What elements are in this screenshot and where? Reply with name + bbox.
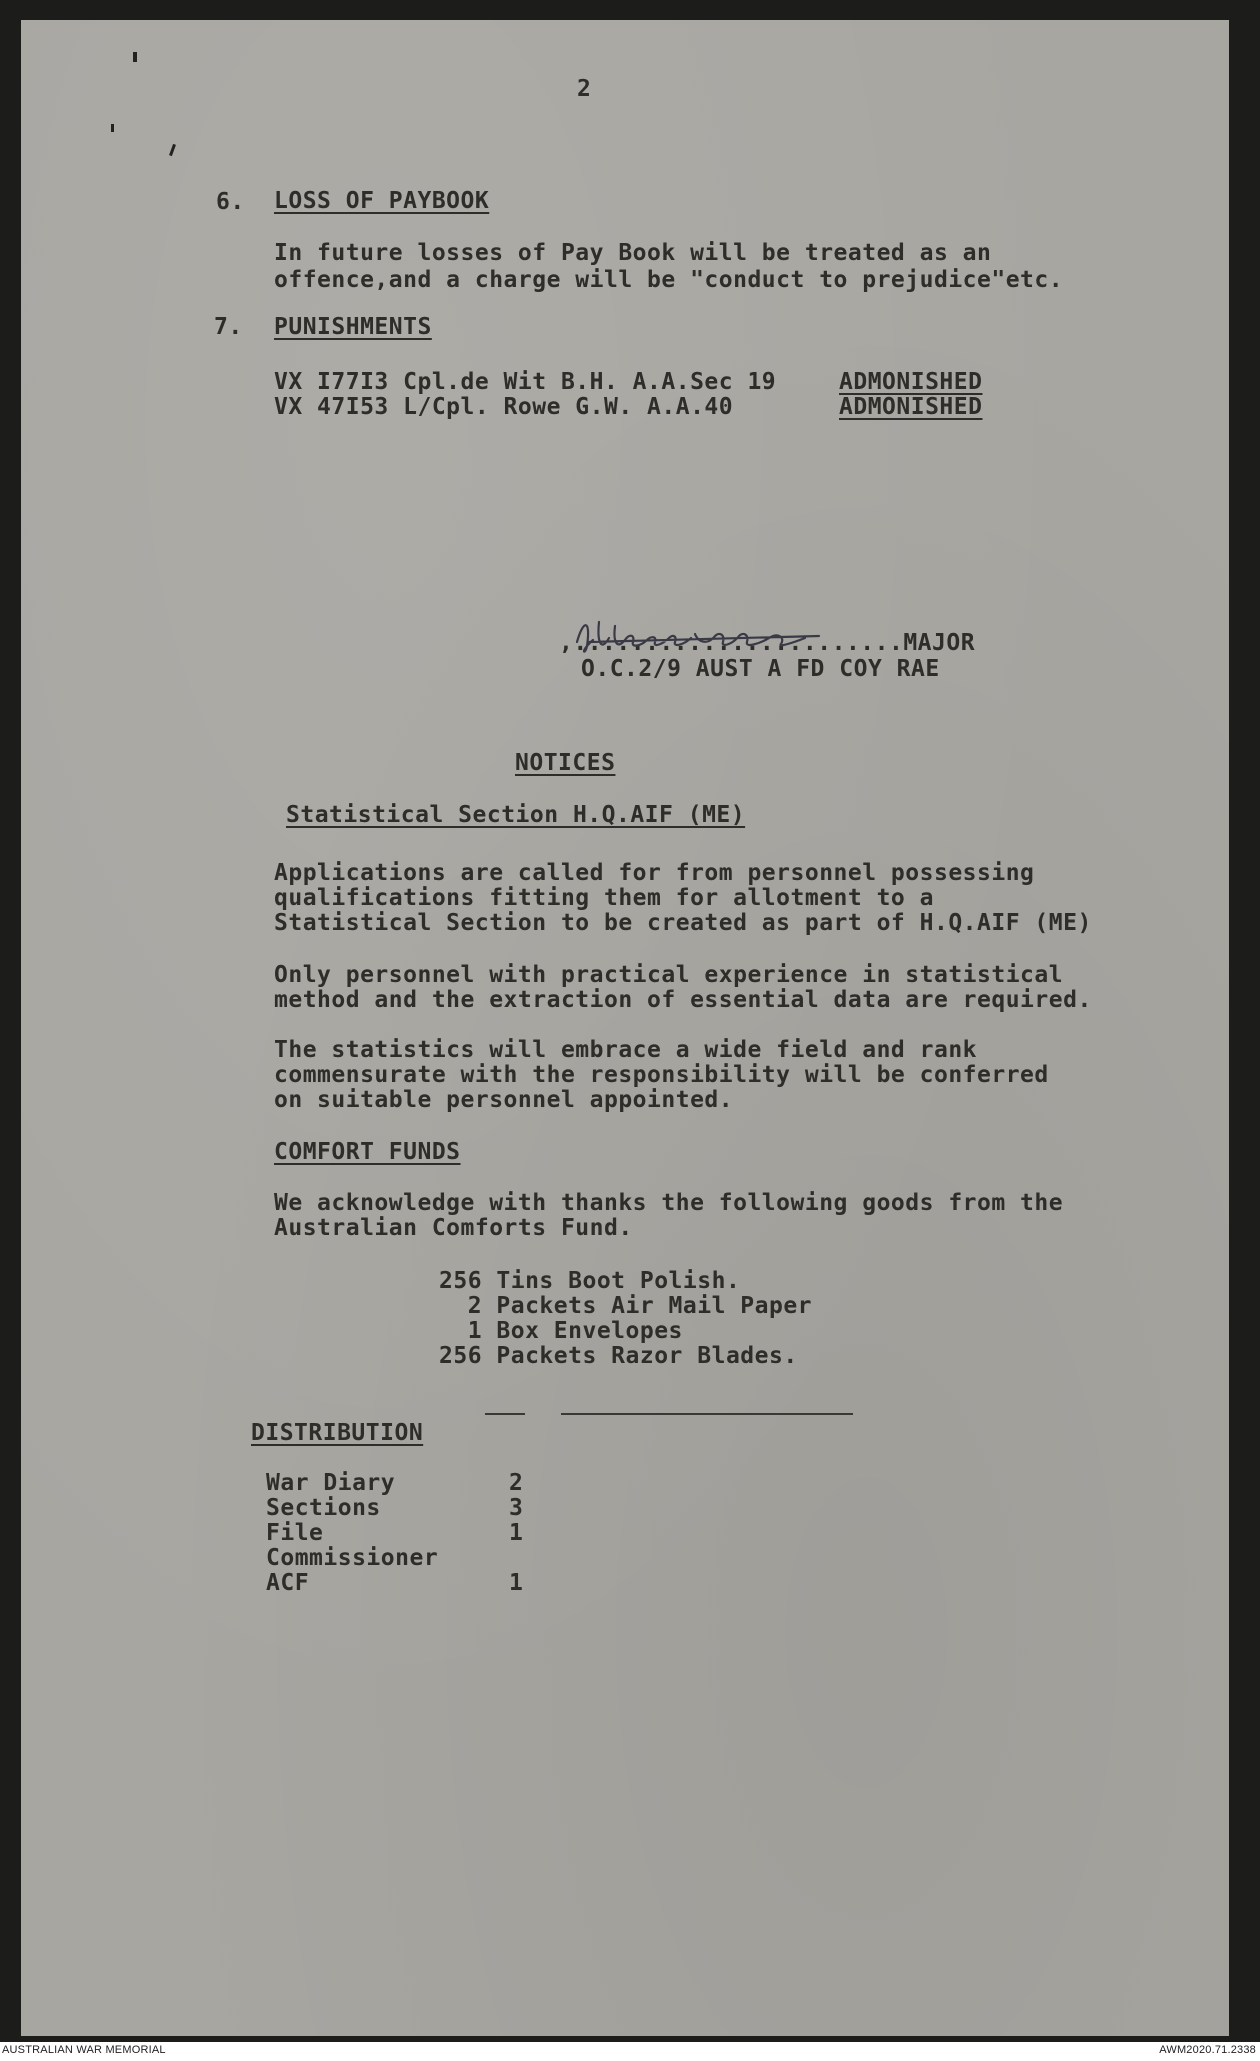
section-6-heading: LOSS OF PAYBOOK (274, 188, 490, 214)
notice-paragraph-line: Applications are called for from personnel possessing (274, 860, 1035, 886)
distribution-heading: DISTRIBUTION (251, 1420, 424, 1446)
comfort-funds-line: Australian Comforts Fund. (274, 1215, 633, 1241)
signature-line: ,.......................MAJOR (559, 630, 976, 656)
section-7-number: 7. (214, 314, 243, 340)
notice-paragraph-line: Statistical Section to be created as part of H.Q.AIF (ME) (274, 910, 1092, 936)
notices-subheading: Statistical Section H.Q.AIF (ME) (286, 802, 746, 828)
edge-mark (169, 144, 176, 156)
comfort-item: 1 Box Envelopes (439, 1318, 683, 1344)
notice-paragraph-line: on suitable personnel appointed. (274, 1087, 734, 1113)
distribution-name: ACF (266, 1570, 310, 1596)
distribution-name: War Diary (266, 1470, 396, 1496)
distribution-name: Sections (266, 1495, 381, 1521)
distribution-name: File (266, 1520, 324, 1546)
notices-heading: NOTICES (515, 750, 616, 776)
section-6-number: 6. (216, 189, 245, 215)
notice-paragraph-line: method and the extraction of essential data are required. (274, 987, 1092, 1013)
punishment-entry: VX 47I53 L/Cpl. Rowe G.W. A.A.40 (274, 394, 734, 420)
comfort-funds-line: We acknowledge with thanks the following goods from the (274, 1190, 1064, 1216)
punishment-entry: VX I77I3 Cpl.de Wit B.H. A.A.Sec 19 (274, 369, 777, 395)
footer-accession-number: AWM2020.71.2338 (1159, 2044, 1256, 2056)
comfort-funds-heading: COMFORT FUNDS (274, 1139, 461, 1165)
punishment-result: ADMONISHED (839, 369, 983, 395)
document-page (21, 20, 1229, 2036)
distribution-name: Commissioner (266, 1545, 439, 1571)
notice-paragraph-line: The statistics will embrace a wide field and rank (274, 1037, 978, 1063)
edge-mark (111, 124, 114, 132)
distribution-count: 1 (509, 1520, 524, 1546)
edge-mark (133, 52, 137, 62)
notice-paragraph-line: commensurate with the responsibility will be conferred (274, 1062, 1049, 1088)
section-7-heading: PUNISHMENTS (274, 314, 432, 340)
divider-rule (485, 1413, 525, 1415)
notice-paragraph-line: Only personnel with practical experience in statistical (274, 962, 1064, 988)
distribution-count: 2 (509, 1470, 524, 1496)
handwritten-signature (569, 612, 869, 662)
footer-credit: AUSTRALIAN WAR MEMORIAL (2, 2044, 166, 2056)
distribution-count: 3 (509, 1495, 524, 1521)
page-number: 2 (577, 76, 592, 102)
notice-paragraph-line: qualifications fitting them for allotment to a (274, 885, 934, 911)
comfort-item: 256 Packets Razor Blades. (439, 1343, 798, 1369)
comfort-item: 2 Packets Air Mail Paper (439, 1293, 813, 1319)
signature-unit: O.C.2/9 AUST A FD COY RAE (581, 656, 940, 682)
divider-rule (561, 1413, 853, 1415)
distribution-count: 1 (509, 1570, 524, 1596)
comfort-item: 256 Tins Boot Polish. (439, 1268, 741, 1294)
punishment-result: ADMONISHED (839, 394, 983, 420)
section-6-line: offence,and a charge will be "conduct to prejudice"etc. (274, 267, 1064, 293)
section-6-line: In future losses of Pay Book will be treated as an (274, 240, 992, 266)
